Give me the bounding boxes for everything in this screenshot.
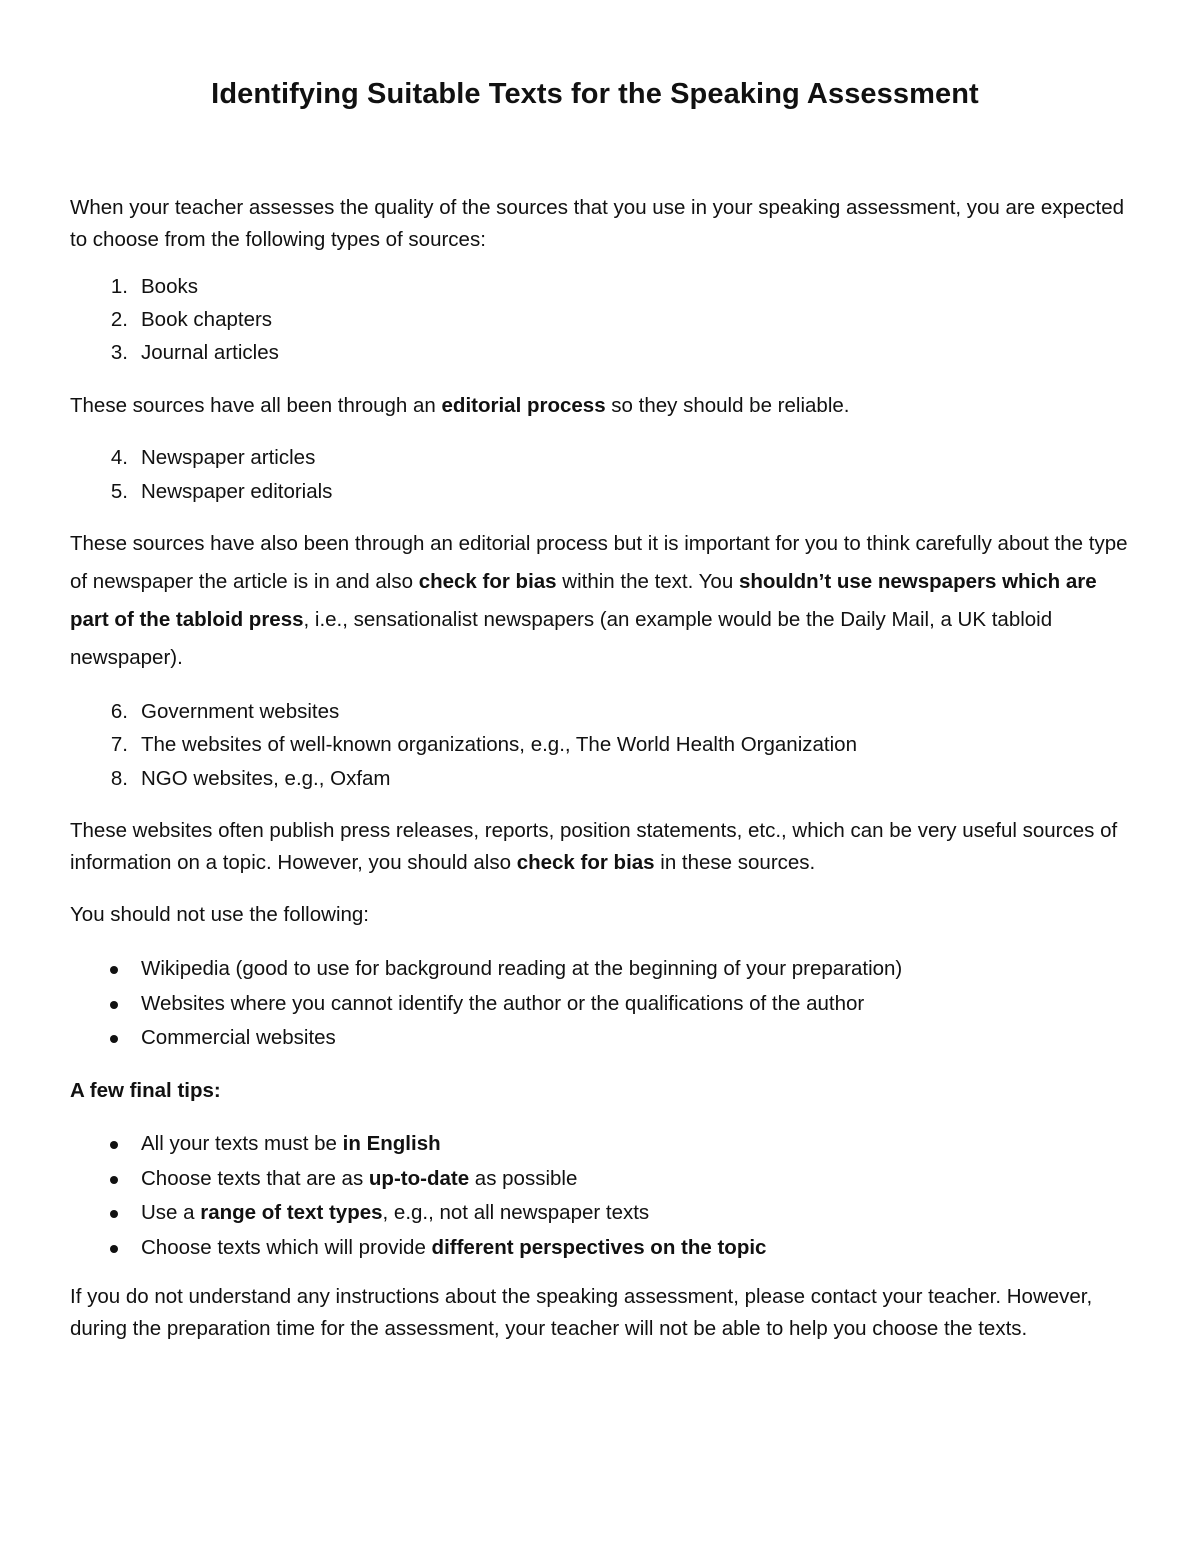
- bullet-item: [70, 1197, 1140, 1229]
- bullet-icon: [110, 1245, 118, 1253]
- list-item-text: NGO websites, e.g., Oxfam: [141, 767, 391, 790]
- closing-paragraph: If you do not understand any instructions about the speaking assessment, please contact your teacher. However, during the preparation time for the assessment, your teacher will not be able to help you choose the texts.: [70, 1285, 1093, 1340]
- note-bold-text: shouldn’t use newspapers which are part of the tabloid press: [70, 570, 1097, 631]
- list-item: [70, 271, 1140, 303]
- list-item: [70, 763, 1140, 795]
- tips-heading: [70, 1075, 1140, 1107]
- bullet-item-text: Commercial websites: [141, 1026, 336, 1049]
- bullet-icon: [110, 966, 118, 974]
- list-item: [70, 696, 1140, 728]
- list-number: 7.: [110, 733, 128, 756]
- list-item-text: Journal articles: [141, 341, 279, 364]
- bullet-item: [70, 1232, 1140, 1264]
- note-text: , i.e., sensationalist newspapers (an example would be the Daily Mail, a UK tabloid newspaper).: [70, 608, 1053, 669]
- tip-text: Choose texts that are as: [141, 1167, 369, 1190]
- group1-note: [70, 390, 1140, 422]
- note-text: within the text. You: [556, 570, 739, 593]
- list-number: 8.: [110, 767, 128, 790]
- list-number: 4.: [110, 446, 128, 469]
- bullet-item-text: Websites where you cannot identify the author or the qualifications of the author: [141, 992, 865, 1015]
- bullet-item: [70, 1163, 1140, 1195]
- bullet-item: [70, 1022, 1140, 1054]
- tip-bold-text: up-to-date: [368, 1167, 470, 1190]
- bullet-icon: [110, 1210, 118, 1218]
- bullet-icon: [110, 1176, 118, 1184]
- list-item: [70, 442, 1140, 474]
- tips-heading-text: A few final tips:: [70, 1079, 221, 1102]
- bullet-item-text: [141, 1197, 649, 1229]
- list-number: 2.: [110, 308, 128, 331]
- bullet-item: [70, 988, 1140, 1020]
- list-item: [70, 729, 1140, 761]
- bullet-icon: [110, 1035, 118, 1043]
- bullet-icon: [110, 1141, 118, 1149]
- tip-bold-text: in English: [342, 1132, 441, 1155]
- note-bold-text: check for bias: [418, 570, 557, 593]
- note-text: in these sources.: [654, 851, 816, 874]
- avoid-heading: You should not use the following:: [70, 903, 369, 926]
- bullet-item-text: [141, 1128, 441, 1160]
- bullet-item-text: Wikipedia (good to use for background reading at the beginning of your preparation): [141, 957, 903, 980]
- list-item: [70, 337, 1140, 369]
- note-bold-text: check for bias: [516, 851, 655, 874]
- list-item-text: Book chapters: [141, 308, 273, 331]
- bullet-icon: [110, 1001, 118, 1009]
- intro-paragraph: When your teacher assesses the quality of the sources that you use in your speaking assessment, you are expected to choose from the following types of sources:: [70, 196, 1125, 251]
- list-item: [70, 304, 1140, 336]
- list-item-text: The websites of well-known organizations, e.g., The World Health Organization: [141, 733, 857, 756]
- list-item-text: Government websites: [141, 700, 340, 723]
- tip-text: as possible: [469, 1167, 578, 1190]
- list-item: [70, 476, 1140, 508]
- list-number: 1.: [110, 275, 128, 298]
- bullet-item: [70, 1128, 1140, 1160]
- note-text: These websites often publish press releases, reports, position statements, etc., which can be very useful sources of information on a topic. However, you should also: [70, 819, 1118, 874]
- list-item-text: Newspaper editorials: [141, 480, 333, 503]
- list-item-text: Newspaper articles: [141, 446, 316, 469]
- list-number: 6.: [110, 700, 128, 723]
- list-number: 5.: [110, 480, 128, 503]
- document-title: Identifying Suitable Texts for the Speaking Assessment: [211, 78, 979, 110]
- note-text: These sources have all been through an: [70, 394, 442, 417]
- tip-text: Choose texts which will provide: [141, 1236, 432, 1259]
- tip-text: Use a: [141, 1201, 201, 1224]
- note-text: These sources have also been through an editorial process but it is important for you to think carefully about the type of newspaper the article is in and also: [70, 532, 1128, 593]
- bullet-item: [70, 953, 1140, 985]
- group2-note: [70, 525, 1140, 677]
- tip-text: All your texts must be: [141, 1132, 343, 1155]
- note-text: so they should be reliable.: [605, 394, 850, 417]
- tip-bold-text: range of text types: [200, 1201, 383, 1224]
- note-bold-text: editorial process: [441, 394, 606, 417]
- bullet-item-text: [141, 1163, 577, 1195]
- list-item-text: Books: [141, 275, 198, 298]
- tip-bold-text: different perspectives on the topic: [431, 1236, 767, 1259]
- group3-note: [70, 815, 1140, 879]
- list-number: 3.: [110, 341, 128, 364]
- bullet-item-text: [141, 1232, 766, 1264]
- tip-text: , e.g., not all newspaper texts: [382, 1201, 650, 1224]
